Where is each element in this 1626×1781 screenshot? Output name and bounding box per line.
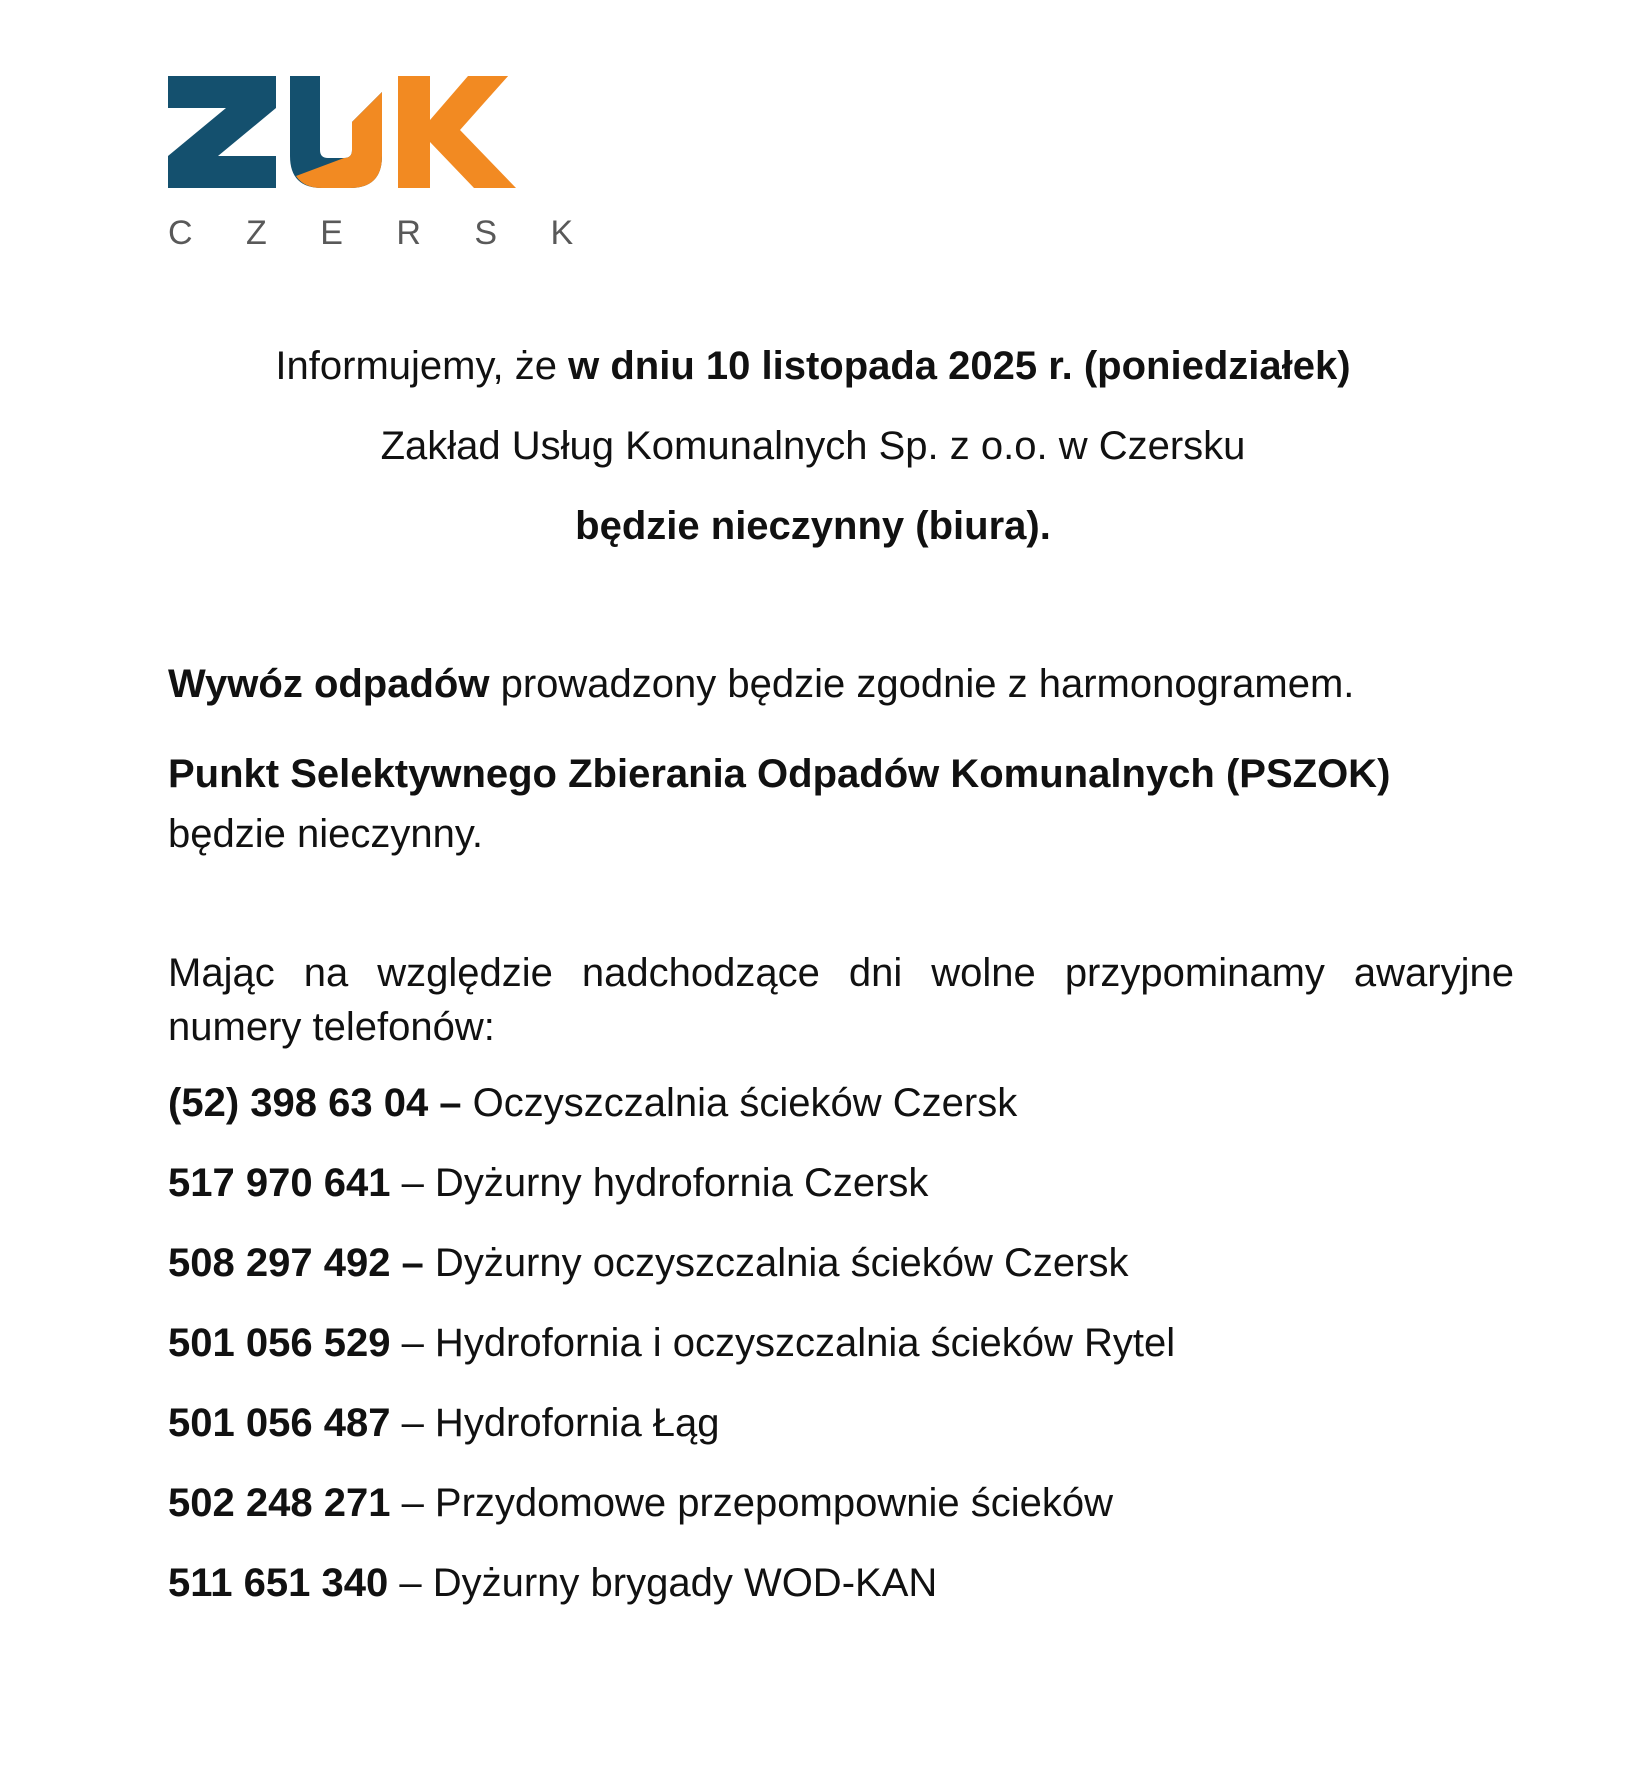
phone-item [168, 1157, 1514, 1237]
intro-line-2: Zakład Usług Komunalnych Sp. z o.o. w Czersku [380, 424, 1246, 468]
phone-description: – Hydrofornia i oczyszczalnia ścieków Rytel [390, 1321, 1176, 1365]
phone-number: 517 970 641 [168, 1161, 391, 1205]
intro-prefix: Informujemy, że [275, 344, 569, 388]
intro-line-3: będzie nieczynny (biura). [575, 504, 1051, 548]
phone-number: 511 651 340 [168, 1561, 389, 1605]
phone-number: (52) 398 63 04 – [168, 1081, 462, 1125]
intro-line-1 [0, 342, 1626, 390]
phone-number: 501 056 487 [168, 1401, 391, 1445]
company-logo [168, 72, 596, 252]
phone-item [168, 1477, 1514, 1557]
phone-description: – Przydomowe przepompownie ścieków [390, 1481, 1113, 1525]
phone-item [168, 1557, 1514, 1637]
waste-text: prowadzony będzie zgodnie z harmonogramem. [489, 662, 1355, 706]
phone-number: 502 248 271 [168, 1481, 391, 1525]
phone-description: – Dyżurny brygady WOD-KAN [388, 1561, 938, 1605]
pszok-paragraph [168, 744, 1514, 864]
pszok-text: będzie nieczynny. [168, 812, 483, 856]
phone-item [168, 1077, 1514, 1157]
phone-number: 501 056 529 [168, 1321, 391, 1365]
phone-item [168, 1397, 1514, 1477]
phone-item [168, 1317, 1514, 1397]
zuk-logo-graphic [168, 72, 596, 252]
reminder-paragraph: Mając na względzie nadchodzące dni wolne przypominamy awaryjne numery telefonów: [168, 951, 1514, 1049]
pszok-title: Punkt Selektywnego Zbierania Odpadów Komunalnych (PSZOK) [168, 752, 1391, 796]
phone-item [168, 1237, 1514, 1317]
logo-subtitle: C Z E R S K [168, 214, 596, 252]
closure-date: w dniu 10 listopada 2025 r. (poniedziałek) [568, 344, 1351, 388]
waste-collection-paragraph [168, 656, 1514, 712]
emergency-phone-list [168, 1077, 1514, 1637]
phone-description: Oczyszczalnia ścieków Czersk [461, 1081, 1018, 1125]
phone-number: 508 297 492 – [168, 1241, 424, 1285]
phone-description: – Hydrofornia Łąg [390, 1401, 720, 1445]
phone-description: – Dyżurny hydrofornia Czersk [390, 1161, 929, 1205]
waste-bold: Wywóz odpadów [168, 662, 490, 706]
phone-description: Dyżurny oczyszczalnia ścieków Czersk [423, 1241, 1129, 1285]
